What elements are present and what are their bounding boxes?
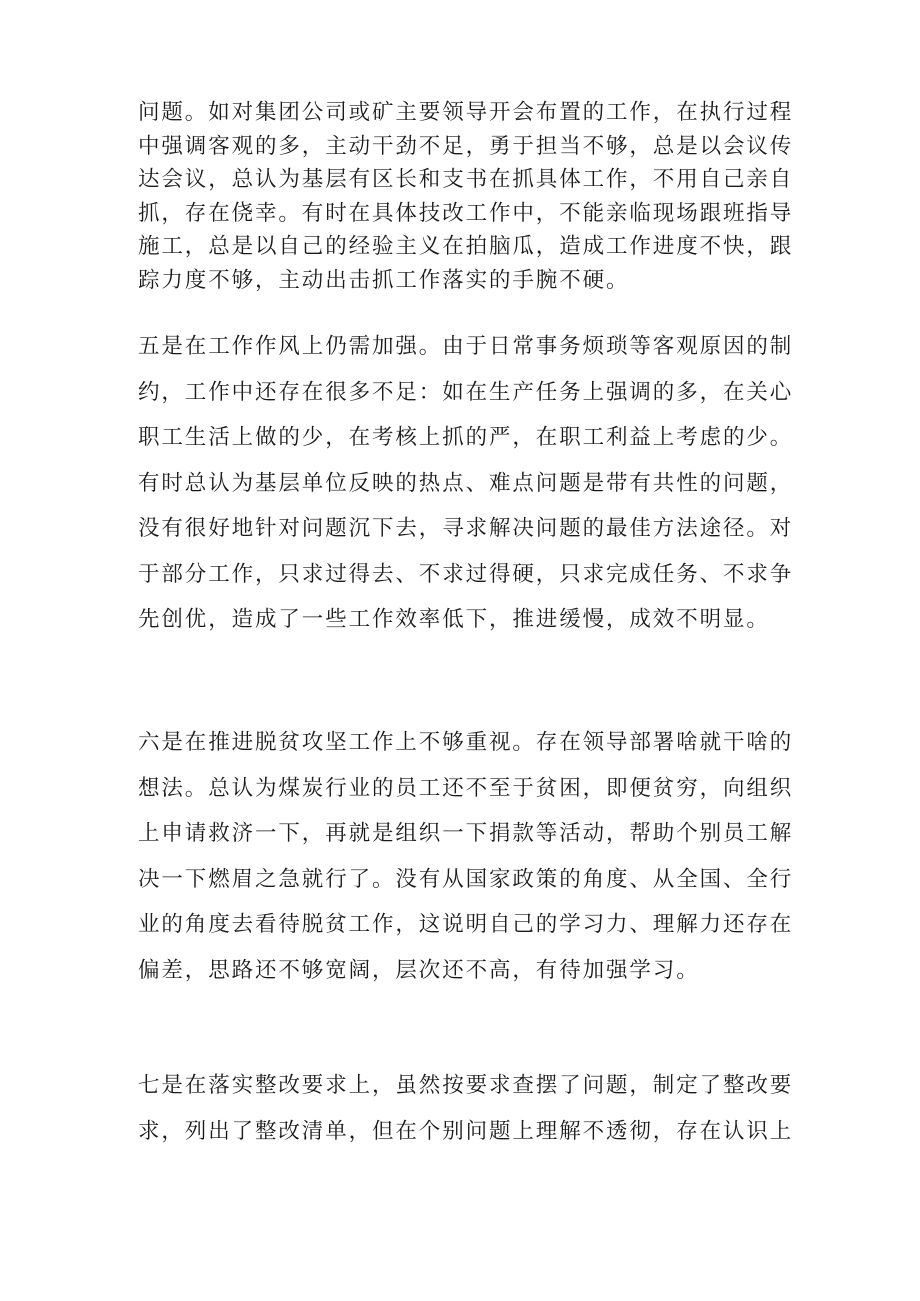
text-line: 业的角度去看待脱贫工作，这说明自己的学习力、理解力还存在 <box>138 912 794 937</box>
text-line: 有时总认为基层单位反映的热点、难点问题是带有共性的问题， <box>138 470 794 496</box>
paragraph-poverty-alleviation <box>138 720 796 993</box>
paragraph-work-style <box>138 324 796 643</box>
paragraph-problem-continuation <box>138 96 796 297</box>
text-line: 决一下燃眉之急就行了。没有从国家政策的角度、从全国、全行 <box>138 866 794 892</box>
text-line: 问题。如对集团公司或矿主要领导开会布置的工作，在执行过程 <box>138 100 794 125</box>
text-line: 中强调客观的多，主动干劲不足，勇于担当不够，总是以会议传 <box>138 133 794 159</box>
text-line: 达会议，总认为基层有区长和支书在抓具体工作，不用自己亲自 <box>138 167 794 192</box>
text-line: 施工，总是以自己的经验主义在拍脑瓜，造成工作进度不快，跟 <box>138 234 794 259</box>
text-line: 约，工作中还存在很多不足：如在生产任务上强调的多，在关心 <box>138 379 794 405</box>
text-line: 先创优，造成了一些工作效率低下，推进缓慢，成效不明显。 <box>138 607 770 632</box>
text-line: 抓，存在侥幸。有时在具体技改工作中，不能亲临现场跟班指导 <box>138 200 794 226</box>
text-line: 想法。总认为煤炭行业的员工还不至于贫困，即便贫穷，向组织 <box>138 775 794 801</box>
paragraph-rectification <box>138 1063 796 1154</box>
text-line: 五是在工作作风上仍需加强。由于日常事务烦琐等客观原因的制 <box>138 334 794 359</box>
text-line: 六是在推进脱贫攻坚工作上不够重视。存在领导部署啥就干啥的 <box>138 730 794 755</box>
text-line: 职工生活上做的少，在考核上抓的严，在职工利益上考虑的少。 <box>138 425 794 450</box>
text-line: 于部分工作，只求过得去、不求过得硬，只求完成任务、不求争 <box>138 561 794 587</box>
text-line: 踪力度不够，主动出击抓工作落实的手腕不硬。 <box>138 267 630 293</box>
text-line: 求，列出了整改清单，但在个别问题上理解不透彻，存在认识上 <box>138 1118 794 1144</box>
text-line: 七是在落实整改要求上，虽然按要求查摆了问题，制定了整改要 <box>138 1073 794 1098</box>
text-line: 上申请救济一下，再就是组织一下捐款等活动，帮助个别员工解 <box>138 821 794 846</box>
text-line: 偏差，思路还不够宽阔，层次还不高，有待加强学习。 <box>138 957 700 983</box>
text-line: 没有很好地针对问题沉下去，寻求解决问题的最佳方法途径。对 <box>138 516 794 541</box>
